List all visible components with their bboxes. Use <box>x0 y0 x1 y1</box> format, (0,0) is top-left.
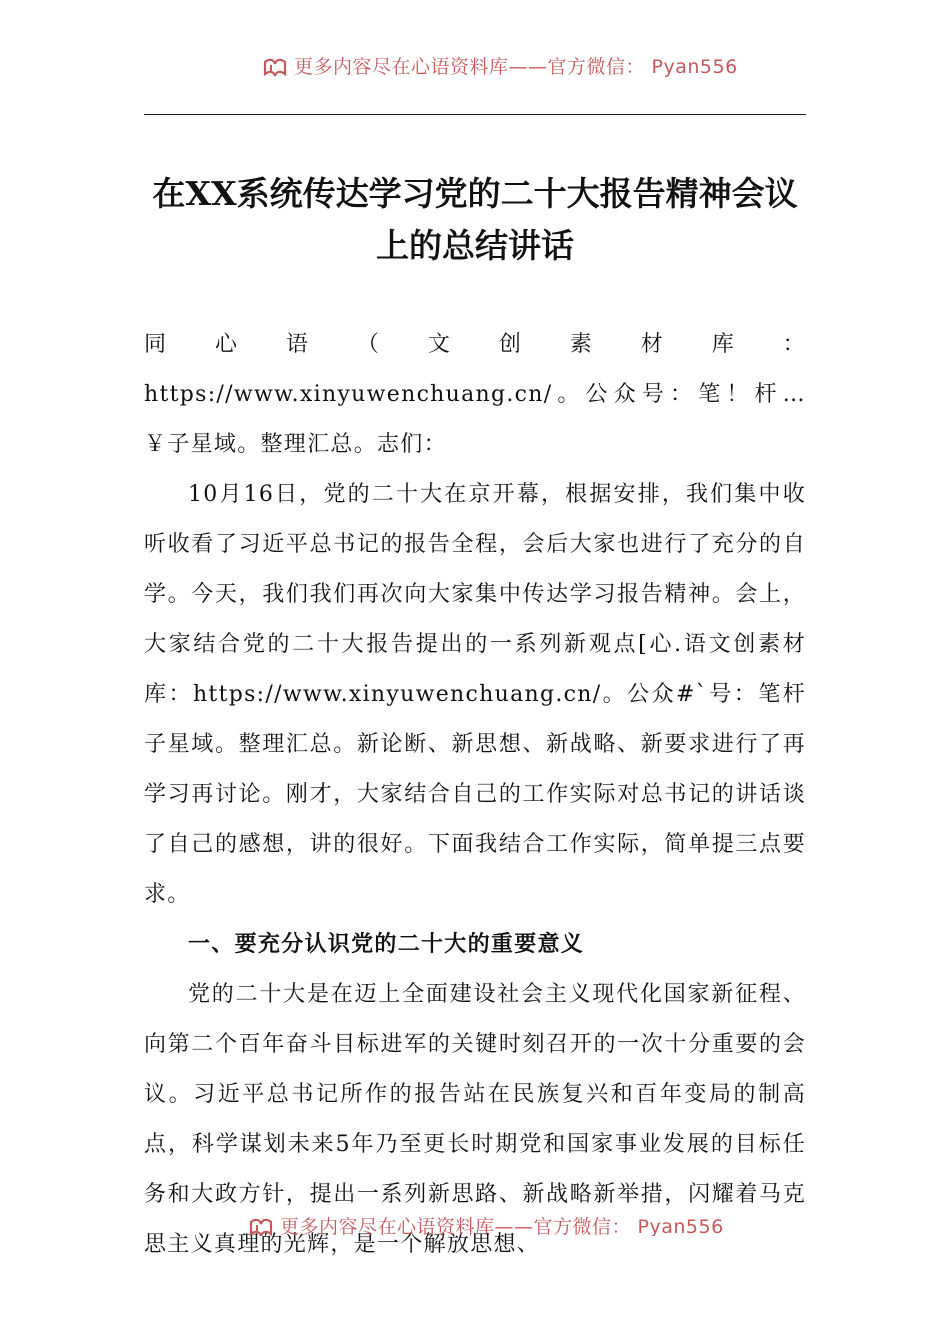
book-logo-icon <box>248 1214 274 1236</box>
header-banner <box>262 56 738 86</box>
footer-banner <box>248 1206 724 1236</box>
document-body <box>144 320 806 1270</box>
header-banner-text: 更多内容尽在心语资料库——官方微信： Pyan556 <box>294 56 738 78</box>
paragraph-opening: 同心语（文创素材库：https://www.xinyuwenchuang.cn/。公众号：笔！杆…￥子星域。整理汇总。志们： <box>144 332 806 457</box>
book-logo-icon <box>262 56 288 80</box>
document-title: 在XX系统传达学习党的二十大报告精神会议上的总结讲话 <box>152 174 798 265</box>
paragraph-intro: 10月16日，党的二十大在京开幕，根据安排，我们集中收听收看了习近平总书记的报告全程，会后大家也进行了充分的自学。今天，我们我们再次向大家集中传达学习报告精神。会上，大家结合党的二十大报告提出的一系列新观点[心.语文创素材库：https://www.xinyuwenchuang.cn/。公众#`号：笔杆子星域。整理汇总。新论断、新思想、新战略、新要求进行了再学习再讨论。刚才，大家结合自己的工作实际对总书记的讲话谈了自己的感想，讲的很好。下面我结合工作实际，简单提三点要求。 <box>144 482 806 907</box>
section-heading: 一、要充分认识党的二十大的重要意义 <box>188 932 585 957</box>
footer-banner-text: 更多内容尽在心语资料库——官方微信： Pyan556 <box>280 1215 724 1236</box>
header-divider <box>144 114 806 115</box>
section-paragraph: 党的二十大是在迈上全面建设社会主义现代化国家新征程、向第二个百年奋斗目标进军的关键时刻召开的一次十分重要的会议。习近平总书记所作的报告站在民族复兴和百年变局的制高点，科学谋划未来5年乃至更长时期党和国家事业发展的目标任务和大政方针，提出一系列新思路、新战略新举措，闪耀着马克思主义真理的光辉，是一个解放思想、 <box>144 982 806 1257</box>
